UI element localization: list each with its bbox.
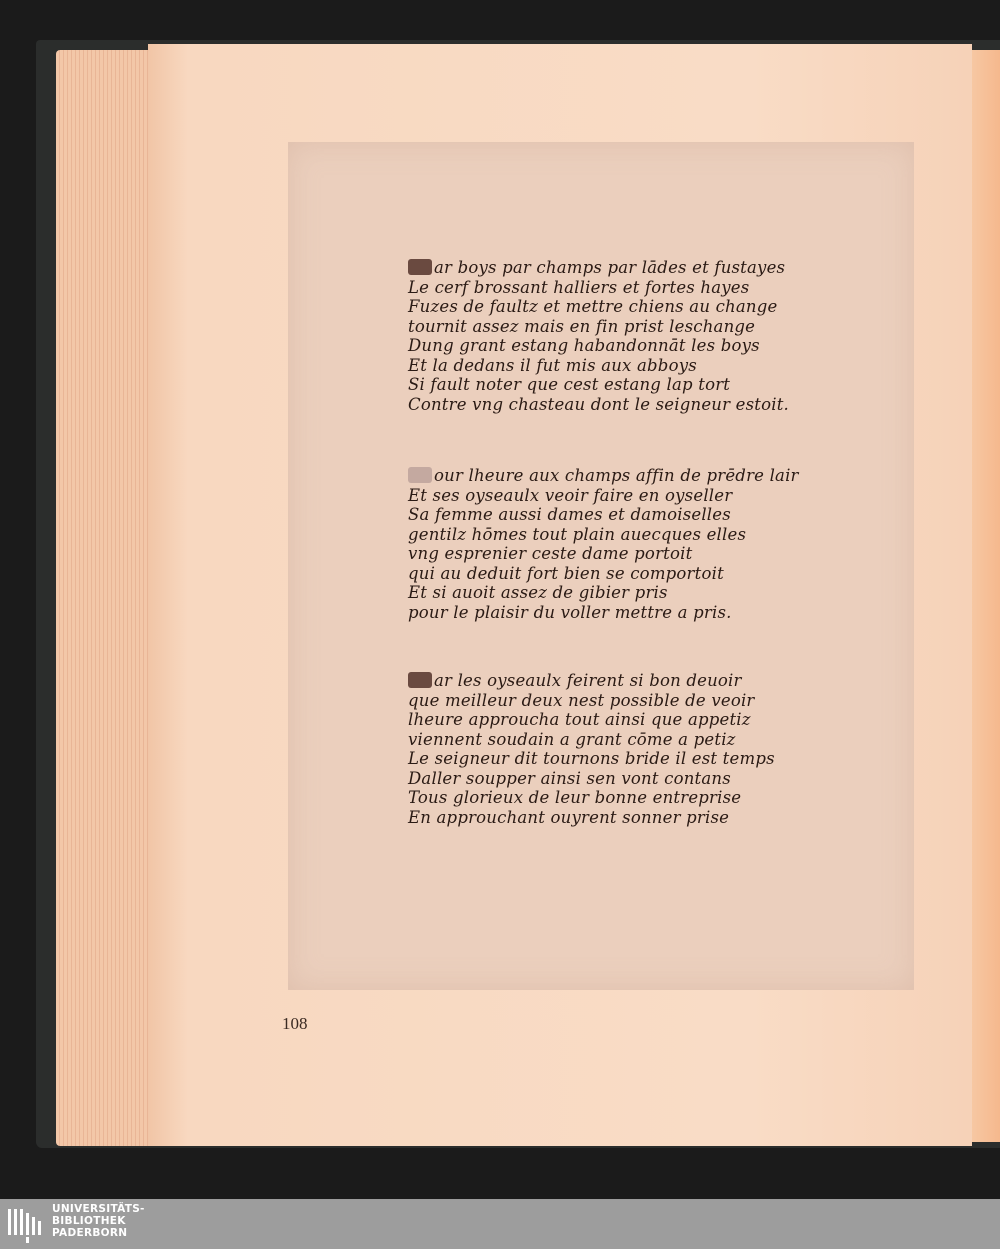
stanza-line: ar les oyseaulx feirent si bon deuoir — [408, 671, 775, 691]
stanza-line: Dung grant estang habandonnāt les boys — [408, 336, 760, 355]
footer-band — [0, 1199, 1000, 1249]
logo-line: PADERBORN — [52, 1227, 128, 1239]
stanza-line: Et ses oyseaulx veoir faire en oyseller — [408, 485, 733, 505]
stanza-line: vng esprenier ceste dame portoit — [408, 544, 693, 563]
illuminated-initial — [408, 259, 432, 275]
stanza-line: que meilleur deux nest possible de veoir — [408, 690, 755, 710]
stanza-line: Le cerf brossant halliers et fortes hayes — [408, 277, 750, 297]
stanza-line: Si fault noter que cest estang lap tort — [408, 375, 731, 394]
stanza-line: En approuchant ouyrent sonner prise — [408, 807, 730, 827]
stanza-line: pour le plaisir du voller mettre a pris. — [408, 602, 732, 622]
library-logo-text — [52, 1203, 145, 1239]
stanza-line: Tous glorieux de leur bonne entreprise — [408, 788, 742, 807]
stanza-line: Fuzes de faultz et mettre chiens au change — [408, 297, 778, 316]
stanza-line: Le seigneur dit tournons bride il est temps — [408, 749, 775, 768]
stanza-line: gentilz hōmes tout plain auecques elles — [408, 524, 747, 544]
stanza-line: tournit assez mais en fin prist leschange — [408, 316, 756, 336]
stanza-line: Et si auoit assez de gibier pris — [408, 583, 668, 602]
stanza-1 — [408, 258, 789, 414]
stanza-line: Daller soupper ainsi sen vont contans — [408, 768, 731, 788]
stanza-2 — [408, 466, 799, 622]
stanza-line: lheure approucha tout ainsi que appetiz — [408, 710, 751, 729]
stanza-line: our lheure aux champs affin de prēdre lair — [408, 466, 799, 486]
stanza-line: Et la dedans il fut mis aux abboys — [408, 355, 697, 375]
stanza-line: qui au deduit fort bien se comportoit — [408, 563, 724, 583]
stanza-line: viennent soudain a grant cōme a petiz — [408, 729, 736, 749]
stanza-3 — [408, 671, 775, 827]
illuminated-initial — [408, 672, 432, 688]
logo-line: UNIVERSITÄTS- — [52, 1203, 145, 1215]
stanza-line: Contre vng chasteau dont le seigneur estoit. — [408, 394, 790, 414]
stanza-line: Sa femme aussi dames et damoiselles — [408, 505, 731, 524]
page-number: 108 — [282, 1014, 308, 1033]
logo-line: BIBLIOTHEK — [52, 1215, 126, 1227]
library-columns-icon — [6, 1205, 46, 1245]
illuminated-initial — [408, 467, 432, 483]
stanza-line: ar boys par champs par lādes et fustayes — [408, 258, 789, 278]
